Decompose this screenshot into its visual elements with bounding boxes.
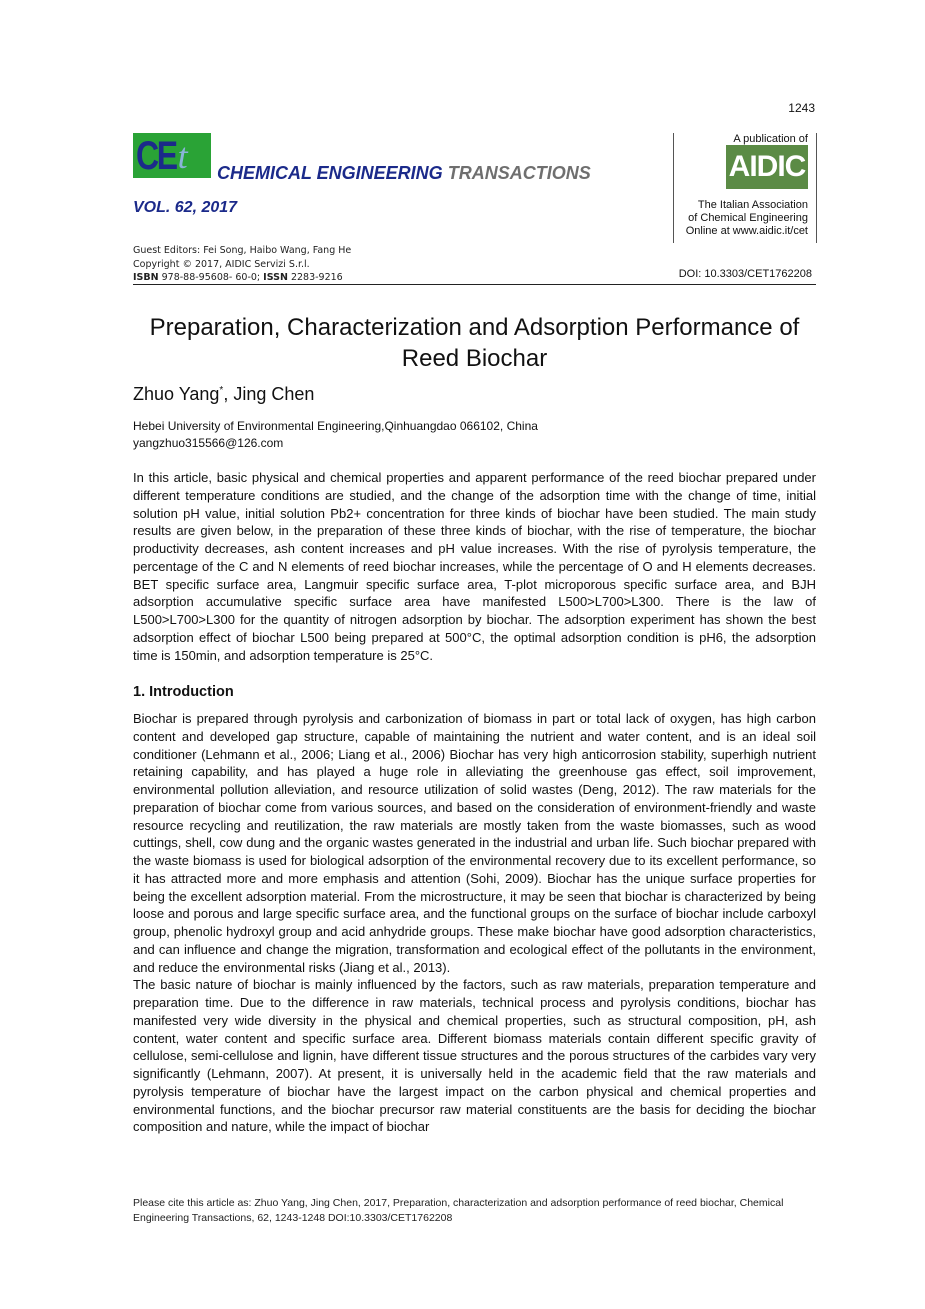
issn-label: ISSN <box>263 272 288 283</box>
paragraph: Biochar is prepared through pyrolysis and carbonization of biomass in part or total lack of oxygen, has high carbon content and developed gap structure, capable of maintaining the nutrient and water content, and is an ideal soil conditioner (Lehmann et al., 2006; Liang et al., 2006) Biochar has very high anticorrosion stability, superhigh nutrient retaining capability, and has played a huge role in alleviating the greenhouse gas effect, soil improvement, environmental pollution alleviation, and resource utilization of solid wastes (Deng, 2012). The raw materials for the preparation of biochar come from various sources, and based on the consideration of environment-friendly and waste resource recycling and reutilization, the raw materials are mostly taken from the waste biomasses, such as wood cuttings, shell, cow dung and the organic wastes generated in the industrial and urban life. Such biochar prepared with the waste biomass is used for biological adsorption of the environmental recovery due to its excellent performance, so it has attracted more and more emphasis and attention (Sohi, 2009). Biochar has the unique surface properties for being the excellent adsorption material. From the microstructure, it may be seen that biochar is characterized by being loose and porous and large specific surface area, and the functional groups on the surface of biochar include carboxyl group, phenolic hydroxyl group and acid anhydride groups. These make biochar have good adsorption characteristics, and can influence and change the migration, transformation and ecological effect of the pollutants in the environment, and reduce the environmental risks (Jiang et al., 2013). <box>133 711 816 975</box>
guest-editors: Guest Editors: Fei Song, Haibo Wang, Fang He <box>133 245 352 256</box>
page-number: 1243 <box>788 101 815 115</box>
issn: 2283-9216 <box>290 272 343 283</box>
aidic-logo: AIDIC <box>726 145 808 189</box>
affiliation: Hebei University of Environmental Engineering,Qinhuangdao 066102, China <box>133 419 538 433</box>
association-info <box>680 199 808 238</box>
journal-name-light: TRANSACTIONS <box>447 163 591 183</box>
divider <box>816 133 817 243</box>
journal-name <box>217 163 591 184</box>
volume: VOL. 62, 2017 <box>133 199 238 216</box>
publication-meta <box>133 244 351 285</box>
author: Zhuo Yang <box>133 384 220 404</box>
section-body <box>133 710 816 1136</box>
email: yangzhuo315566@126.com <box>133 436 284 450</box>
paper-title: Preparation, Characterization and Adsorption Performance of Reed Biochar <box>149 314 800 372</box>
cet-logo: CE t <box>133 133 211 178</box>
divider <box>673 133 674 243</box>
doi: DOI: 10.3303/CET1762208 <box>678 268 812 280</box>
header-rule <box>133 284 816 285</box>
authors <box>133 384 314 405</box>
isbn-issn <box>133 271 351 285</box>
isbn-label: ISBN <box>133 272 159 283</box>
paragraph: The basic nature of biochar is mainly influenced by the factors, such as raw materials, preparation temperature and preparation time. Due to the difference in raw materials, technical process and pyrolysis conditions, biochar has manifested very wide diversity in the physical and chemical properties, such as structural composition, pH, ash content, water content and specific surface area. Different biomass materials contain different specific gravity of cellulose, semi-cellulose and lignin, have different tissue structures and the porous structures of the carbides vary very significantly (Lehmann, 2007). At present, it is universally held in the academic field that the raw materials and pyrolysis temperature of biochar have the largest impact on the carbon physical and chemical properties and environmental functions, and the biochar precursor raw material constituents are the basis for deciding the biochar composition and nature, while the impact of biochar <box>133 977 816 1135</box>
copyright: Copyright © 2017, AIDIC Servizi S.r.l. <box>133 258 310 270</box>
author: , Jing Chen <box>223 384 315 404</box>
abstract-text: In this article, basic physical and chemical properties and apparent performance of the reed biochar prepared under different temperature conditions are studied, and the change of the adsorption time with the change of time, initial solution pH value, initial solution Pb2+ concentration for three kinds of biochar have been studied. The main study results are given below, in the preparation of these three kinds of biochar, with the rise of temperature, the biochar productivity decreases, ash content increases and pH value increases. With the rise of pyrolysis temperature, the percentage of the C and N elements of reed biochar increases, while the percentage of O and H elements decreases. BET specific surface area, Langmuir specific surface area, T-plot microporous specific surface area, and BJH adsorption accumulative specific surface area have manifested L500>L700>L300. There is the law of L500>L700>L300 for the quantity of nitrogen adsorption by biochar. The adsorption experiment has shown the best adsorption effect of biochar L500 being prepared at 500°C, the optimal adsorption condition is pH6, the adsorption time is 150min, and adsorption temperature is 25°C. <box>133 470 816 663</box>
abstract <box>133 469 816 664</box>
publication-of: A publication of <box>733 133 808 145</box>
affiliation-block <box>133 418 538 452</box>
journal-name-bold: CHEMICAL ENGINEERING <box>217 163 443 183</box>
citation-footer: Please cite this article as: Zhuo Yang, Jing Chen, 2017, Preparation, characterization and adsorption performance of reed biochar, Chemical Engineering Transactions, 62, 1243-1248 DOI:10.3303/CET1762208 <box>133 1197 784 1224</box>
isbn: 978-88-95608- 60-0; <box>161 272 261 283</box>
section-heading: 1. Introduction <box>133 684 234 700</box>
corresponding-mark: * <box>219 385 224 396</box>
association-line: Online at www.aidic.it/cet <box>685 225 808 237</box>
association-line: of Chemical Engineering <box>688 212 808 224</box>
association-line: The Italian Association <box>697 199 808 211</box>
